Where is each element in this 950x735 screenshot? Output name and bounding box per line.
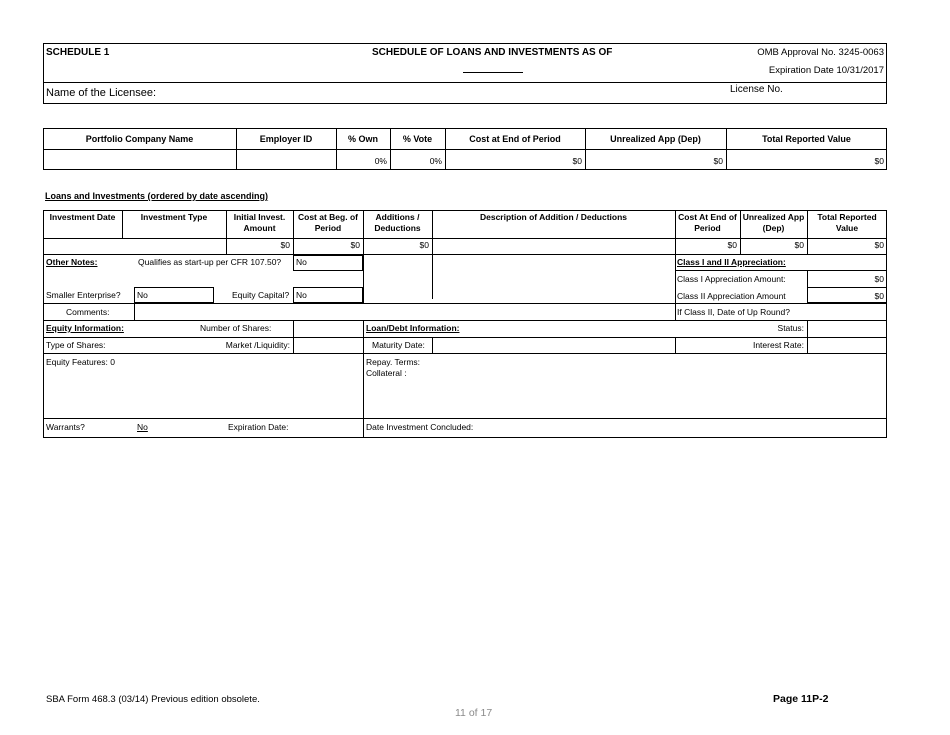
additions-value[interactable]: $0	[419, 240, 429, 250]
collateral-label: Collateral :	[366, 368, 407, 378]
col-cost-beg-2: Period	[314, 223, 342, 233]
maturity-date-label: Maturity Date:	[372, 340, 425, 350]
unrealized-loans-value[interactable]: $0	[794, 240, 804, 250]
equity-features-label: Equity Features: 0	[46, 357, 115, 367]
class2-value[interactable]: $0	[874, 291, 884, 301]
as-of-date-line[interactable]	[463, 72, 523, 73]
equity-capital-label: Equity Capital?	[232, 290, 290, 300]
comments-label: Comments:	[66, 307, 110, 317]
shares-label: Number of Shares:	[200, 323, 272, 333]
col-initial-invest: Initial Invest.	[233, 212, 286, 222]
loans-section-title: Loans and Investments (ordered by date ascending)	[45, 191, 269, 201]
col-unrealized-loans: Unrealized App	[742, 212, 805, 222]
cost-end-value[interactable]: $0	[572, 156, 582, 166]
warrants-value[interactable]: No	[137, 422, 148, 432]
page-counter: 11 of 17	[455, 707, 493, 719]
class1-label: Class I Appreciation Amount:	[677, 274, 786, 284]
col-cost-end-loans-2: Period	[694, 223, 721, 233]
col-vote: % Vote	[402, 134, 433, 144]
expiration-date-label: Expiration Date:	[228, 422, 289, 432]
licensee-label: Name of the Licensee:	[46, 87, 157, 99]
schedule-label: SCHEDULE 1	[46, 47, 110, 58]
total-value[interactable]: $0	[874, 156, 884, 166]
col-unrealized: Unrealized App (Dep)	[610, 134, 701, 144]
col-initial-invest-2: Amount	[243, 223, 276, 233]
startup-value[interactable]: No	[296, 257, 307, 267]
col-cost-beg: Cost at Beg. of	[298, 212, 358, 222]
col-cost-end-loans: Cost At End of	[678, 212, 737, 222]
page-label: Page 11P-2	[773, 693, 829, 705]
col-additions-2: Deductions	[374, 223, 421, 233]
equity-capital-value[interactable]: No	[296, 290, 307, 300]
col-employer-id: Employer ID	[259, 134, 313, 144]
type-of-shares-label: Type of Shares:	[46, 340, 106, 350]
date-concluded-label: Date Investment Concluded:	[366, 422, 474, 432]
initial-value[interactable]: $0	[280, 240, 290, 250]
schedule-title: SCHEDULE OF LOANS AND INVESTMENTS AS OF	[372, 47, 613, 58]
status-field[interactable]	[808, 321, 886, 336]
repay-terms-label: Repay. Terms:	[366, 357, 421, 367]
vote-value[interactable]: 0%	[429, 156, 442, 166]
form-footer: SBA Form 468.3 (03/14) Previous edition obsolete.	[46, 694, 260, 705]
expiration-date: Expiration Date 10/31/2017	[768, 65, 884, 76]
col-cost-end: Cost at End of Period	[469, 134, 561, 144]
license-label: License No.	[730, 84, 783, 95]
col-own: % Own	[347, 134, 378, 144]
loan-info-title: Loan/Debt Information:	[366, 323, 460, 333]
col-portfolio-company: Portfolio Company Name	[85, 134, 194, 144]
smaller-enterprise-label: Smaller Enterprise?	[46, 290, 121, 300]
upround-field[interactable]	[808, 304, 886, 319]
omb-approval: OMB Approval No. 3245-0063	[757, 47, 884, 58]
comments-field[interactable]	[135, 304, 675, 319]
cost-beg-value[interactable]: $0	[350, 240, 360, 250]
class-appreciation-title: Class I and II Appreciation:	[677, 257, 786, 267]
shares-field[interactable]	[294, 321, 362, 336]
equity-info-title: Equity Information:	[46, 323, 124, 333]
col-unrealized-loans-2: (Dep)	[762, 223, 785, 233]
other-notes-label: Other Notes:	[46, 257, 98, 267]
col-description: Description of Addition / Deductions	[479, 212, 627, 222]
col-total-loans-2: Value	[835, 223, 859, 233]
market-liquidity-label: Market /Liquidity:	[225, 340, 290, 350]
smaller-enterprise-value[interactable]: No	[137, 290, 148, 300]
col-total-value: Total Reported Value	[762, 134, 851, 144]
col-investment-type: Investment Type	[140, 212, 208, 222]
market-liquidity-field[interactable]	[294, 338, 362, 353]
interest-rate-label: Interest Rate:	[752, 340, 804, 350]
total-loans-value[interactable]: $0	[874, 240, 884, 250]
status-label: Status:	[777, 323, 804, 333]
cost-end-loans-value[interactable]: $0	[727, 240, 737, 250]
col-investment-date: Investment Date	[49, 212, 116, 222]
own-value[interactable]: 0%	[374, 156, 387, 166]
warrants-label: Warrants?	[46, 422, 85, 432]
col-additions: Additions /	[375, 212, 420, 222]
interest-rate-field[interactable]	[808, 338, 886, 353]
class2-label: Class II Appreciation Amount	[677, 291, 786, 301]
startup-label: Qualifies as start-up per CFR 107.50?	[138, 257, 282, 267]
unrealized-value[interactable]: $0	[713, 156, 723, 166]
maturity-date-field[interactable]	[433, 338, 674, 353]
upround-label: If Class II, Date of Up Round?	[677, 307, 790, 317]
col-total-loans: Total Reported	[817, 212, 877, 222]
class1-value[interactable]: $0	[874, 274, 884, 284]
